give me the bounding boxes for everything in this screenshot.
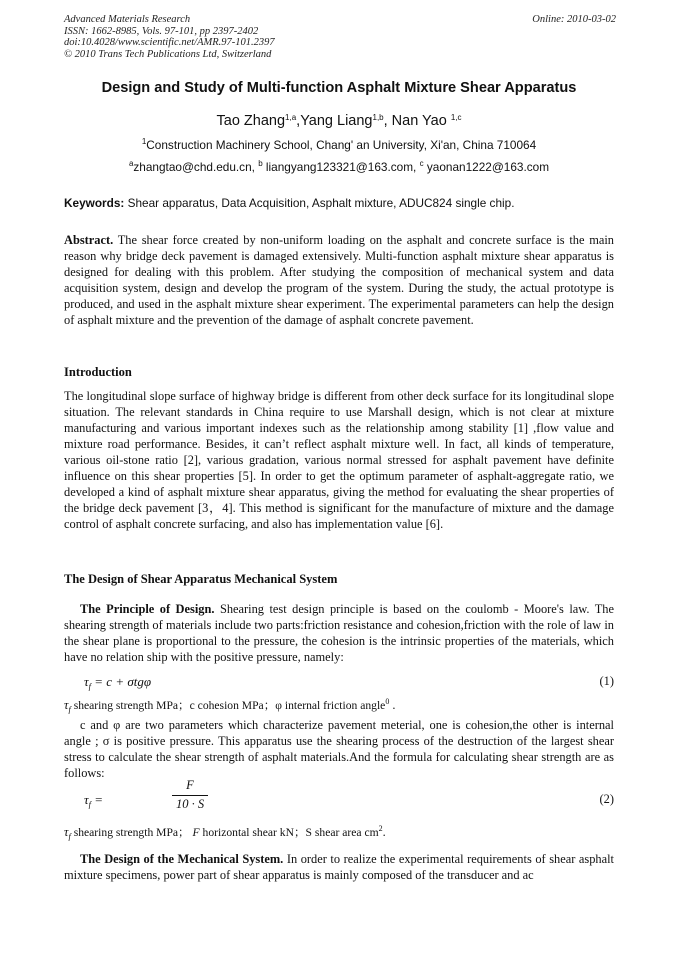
keywords-label: Keywords: <box>64 196 125 210</box>
author-name: ,Yang Liang <box>296 113 373 129</box>
tau-symbol: τ <box>64 698 69 712</box>
squared-mark: 2 <box>378 824 383 833</box>
email-link[interactable]: yaonan1222@163.com <box>423 160 550 174</box>
eq1-subscript: f <box>88 681 92 691</box>
eq2-denominator: 10 · S <box>175 797 205 811</box>
tau-symbol: τ <box>84 674 89 689</box>
eq2-number: (2) <box>599 792 614 806</box>
equation-1 <box>64 674 614 691</box>
eq2-subscript: f <box>88 799 92 809</box>
principle-paragraph <box>64 601 614 665</box>
eq1-number: (1) <box>599 674 614 688</box>
eq2-fraction <box>172 778 208 812</box>
section-heading: The Design of Shear Apparatus Mechanical System <box>64 572 338 586</box>
journal-name: Advanced Materials Research <box>64 14 191 25</box>
author-name: Tao Zhang <box>216 113 286 129</box>
online-date: Online: 2010-03-02 <box>532 14 616 25</box>
tau-symbol: τ <box>64 825 69 839</box>
section-heading: Introduction <box>64 365 132 379</box>
keywords-text: Shear apparatus, Data Acquisition, Asphalt mixture, ADUC824 single chip. <box>124 196 515 210</box>
principle-text: Shearing test design principle is based on the coulomb - Moore's law. The shearing strength of materials include two parts:friction resistance and cohesion,friction with the role of law in the shear plane is proportional to the pressure, the cohesion is the intrinsic properties of the materials, which have no relation ship with the positive pressure, namely: <box>64 602 615 664</box>
email-link[interactable]: zhangtao@chd.edu.cn, <box>133 160 259 174</box>
eq2-lhs <box>84 792 103 807</box>
eq2-desc-text: shearing strength MPa； <box>70 826 193 839</box>
eq2-desc-subscript: f <box>68 831 71 841</box>
mechanical-paragraph <box>64 851 614 883</box>
email-mark: a <box>128 159 134 168</box>
principle-label: The Principle of Design. <box>80 602 215 616</box>
parameters-paragraph: c and φ are two parameters which characterize pavement meterial, one is cohesion,the other is internal angle ; σ is positive pressure. This apparatus use the shearing process of the destruction of the largest shear stress to calculate the shear strength of asphalt materials.And the formula for calculating shear strength are as follows: <box>64 718 614 780</box>
degree-mark: 0 <box>385 697 390 706</box>
eq1-desc-text: shearing strength MPa；c cohesion MPa；φ internal friction angle <box>70 699 386 712</box>
eq2-desc-text: horizontal shear kN；S shear area cm <box>199 826 379 839</box>
journal-header <box>64 14 616 60</box>
fraction-bar <box>172 795 208 796</box>
doi[interactable]: doi:10.4028/www.scientific.net/AMR.97-101.2397 <box>64 37 275 49</box>
eq1-rhs: = c + σtgφ <box>91 674 152 689</box>
tau-symbol: τ <box>84 792 89 807</box>
eq2-desc-end: . <box>382 825 386 839</box>
email-list <box>40 160 638 174</box>
paper-title: Design and Study of Multi-function Asphalt Mixture Shear Apparatus <box>101 80 577 96</box>
eq2-numerator: F <box>186 778 194 792</box>
eq1-desc-end: . <box>389 698 396 712</box>
affil-mark: 1 <box>141 137 147 146</box>
abstract-label: Abstract. <box>64 233 114 247</box>
abstract-text: The shear force created by non-uniform loading on the asphalt and concrete surface is the main reason why bridge deck pavement is damaged extensively. Multi-function asphalt mixture shear apparatus is designed for dealing with this problem. After studying the composition of mechanical system and data acquisition system, design and develop the program of the system. During the study, the actual prototype is produced, and used in the asphalt mixture shear experiment. The experimental parameters can help the design of asphalt mixture and the prevention of the damage of asphalt concrete pavement. <box>64 233 614 327</box>
introduction-text: The longitudinal slope surface of highway bridge is different from other deck surface for its longitudinal slope situation. The relevant standards in China require to use Marshall design, which is not clear at mixture manufacturing and various important indexes such as the relationship among stability [1] ,flow value and mixture road performance. Besides, it can’t reflect asphalt mixture well. In fact, all kinds of temperature, various oil-stone ratio [2], various gradation, various normal stressed for asphalt pavement have definite influence on this shear properties [5]. In order to get the optimum parameter of asphalt-aggregate ratio, we developed a kind of asphalt mixture shear apparatus, giving the method for evaluating the shear properties of the bridge deck pavement [3，4]. This method is significant for the manufacture of mixture and the damage control of asphalt concrete surfacing, and also has implementation value [6]. <box>64 389 614 531</box>
affiliation <box>40 138 638 152</box>
author-affil-mark: 1,b <box>372 113 384 122</box>
eq2-description <box>64 824 614 844</box>
author-affil-mark: 1,a <box>285 113 297 122</box>
email-link[interactable]: liangyang123321@163.com, <box>262 160 420 174</box>
eq1-description <box>64 697 614 717</box>
force-symbol: F <box>192 826 200 839</box>
eq1-desc-subscript: f <box>68 704 71 714</box>
author-list <box>40 113 638 129</box>
eq2-equals: = <box>91 792 104 807</box>
author-affil-mark: 1,c <box>450 113 462 122</box>
affiliation-text: Construction Machinery School, Chang' an University, Xi'an, China 710064 <box>146 138 537 152</box>
abstract <box>64 232 614 328</box>
author-name: , Nan Yao <box>383 113 451 129</box>
copyright: © 2010 Trans Tech Publications Ltd, Switzerland <box>64 48 272 60</box>
eq1-lhs <box>84 674 151 689</box>
equation-2 <box>64 778 614 811</box>
mechanical-text: In order to realize the experimental requirements of shear asphalt mixture specimens, power part of shear apparatus is mainly composed of the transducer and ac <box>64 852 614 882</box>
email-mark: b <box>258 159 263 168</box>
mechanical-label: The Design of the Mechanical System. <box>80 852 284 866</box>
issn: ISSN: 1662-8985, Vols. 97-101, pp 2397-2402 <box>64 25 259 37</box>
email-mark: c <box>419 159 424 168</box>
keywords <box>64 196 616 210</box>
